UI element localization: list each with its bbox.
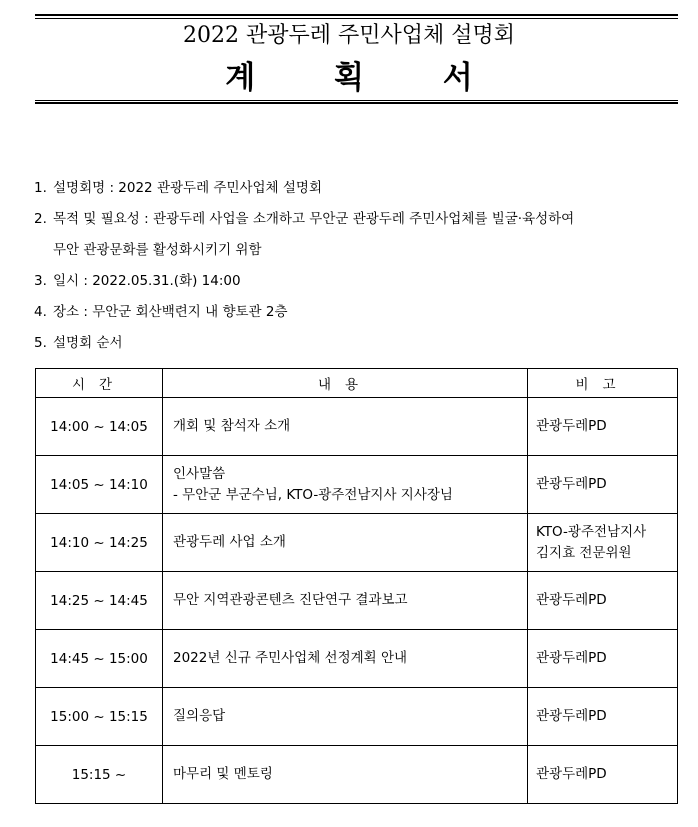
header-content: 내용 [163,369,528,398]
row-note [528,398,678,456]
row-content-line: 인사말씀 [173,465,226,482]
list-item [34,204,684,235]
row-content [163,514,528,572]
row-note [528,746,678,804]
row-time: 15:00 ~ 15:15 [36,688,163,746]
row-content-line: 2022년 신규 주민사업체 선정계획 안내 [173,650,408,666]
list-item [34,328,684,359]
row-note-line: KTO-광주전남지사 [536,523,647,540]
row-content [163,572,528,630]
item-text: 설명회 순서 [53,335,123,351]
bottom-rule-thick [35,102,678,104]
row-content-line: 마무리 및 멘토링 [173,766,273,782]
header-time: 시간 [36,369,163,398]
row-note [528,514,678,572]
item-number: 4. [34,304,47,320]
table-row [36,572,678,630]
row-time: 14:45 ~ 15:00 [36,630,163,688]
row-note [528,688,678,746]
item-number: 3. [34,273,47,289]
row-content-line: 질의응답 [173,708,226,724]
item-number: 5. [34,335,47,351]
row-content [163,630,528,688]
table-row [36,514,678,572]
row-note [528,456,678,514]
row-note-line: 관광두레PD [536,766,607,782]
schedule-table [35,368,678,804]
item-number: 1. [34,180,47,196]
table-row [36,688,678,746]
row-content-line: 관광두레 사업 소개 [173,534,286,550]
item-text: 일시 : 2022.05.31.(화) 14:00 [53,273,241,289]
row-note-line: 관광두레PD [536,592,607,608]
list-item-continuation: 무안 관광문화를 활성화시키기 위함 [53,242,262,258]
top-rule-thick [35,14,678,16]
row-content-line: 개회 및 참석자 소개 [173,418,291,434]
row-note-line: 관광두레PD [536,476,607,492]
table-row [36,746,678,804]
table-row [36,456,678,514]
item-text: 장소 : 무안군 회산백련지 내 향토관 2층 [53,304,288,320]
row-content [163,746,528,804]
document-subtitle: 계 획 서 [225,60,507,96]
item-number: 2. [34,211,47,227]
item-text: 목적 및 필요성 : 관광두레 사업을 소개하고 무안군 관광두레 주민사업체를 빌굴·육성하여 [53,211,575,227]
bottom-rule-thin [35,100,678,101]
table-row [36,630,678,688]
list-item [34,266,684,297]
row-time: 14:00 ~ 14:05 [36,398,163,456]
row-time: 14:05 ~ 14:10 [36,456,163,514]
row-note-line: 관광두레PD [536,708,607,724]
plan-items [34,173,684,359]
row-time: 14:10 ~ 14:25 [36,514,163,572]
row-content-line: 무안 지역관광콘텐츠 진단연구 결과보고 [173,592,408,608]
top-rule-thin [35,18,678,19]
document-title: 2022 관광두레 주민사업체 설명회 [183,23,515,48]
list-item [34,297,684,328]
row-content [163,456,528,514]
row-content [163,398,528,456]
row-content [163,688,528,746]
row-content-line: - 무안군 부군수님, KTO-광주전남지사 지사장님 [173,486,453,503]
item-text: 설명회명 : 2022 관광두레 주민사업체 설명회 [53,180,323,196]
row-time: 15:15 ~ [36,746,163,804]
row-note-line: 관광두레PD [536,650,607,666]
row-note [528,630,678,688]
row-time: 14:25 ~ 14:45 [36,572,163,630]
table-row [36,398,678,456]
table-header-row [36,369,678,398]
row-note-line: 김지효 전문위원 [536,544,632,561]
row-note-line: 관광두레PD [536,418,607,434]
row-note [528,572,678,630]
header-note: 비고 [528,369,678,398]
list-item [34,173,684,204]
